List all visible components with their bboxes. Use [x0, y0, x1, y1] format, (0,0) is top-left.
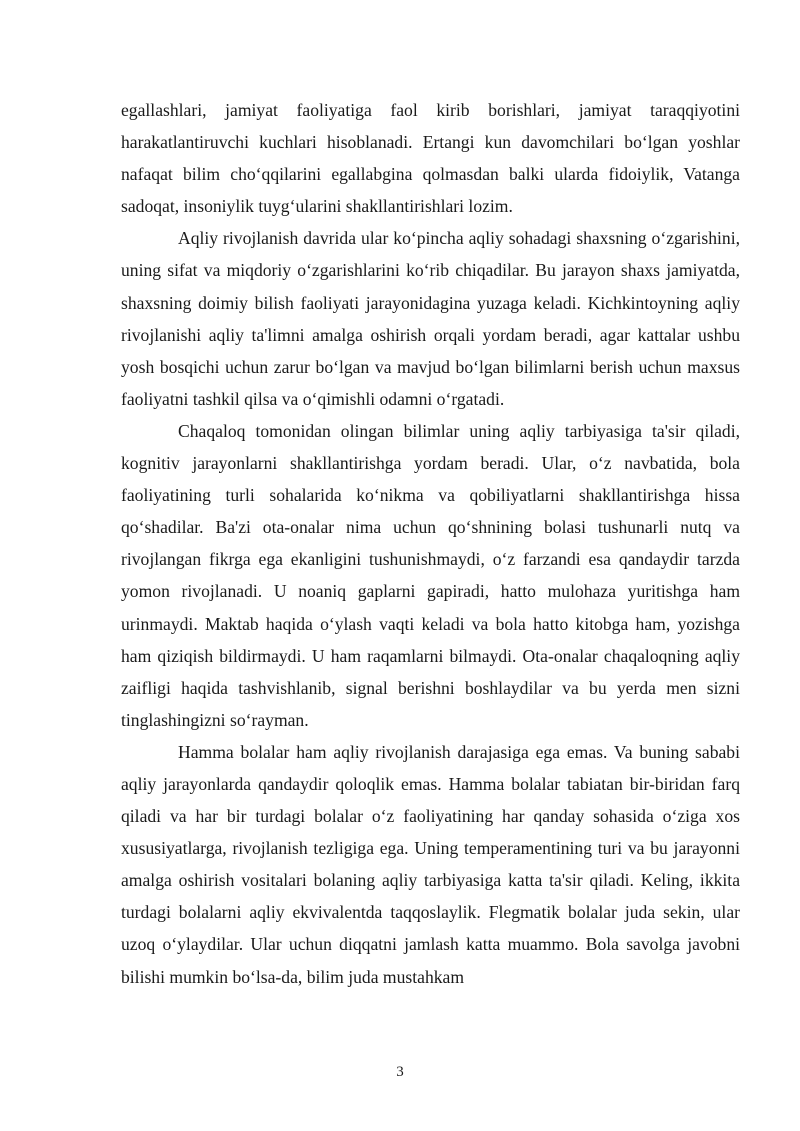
paragraph: Chaqaloq tomonidan olingan bilimlar uning aqliy tarbiyasiga ta'sir qiladi, kognitiv jarayonlarni shakllantirishga yordam beradi. Ular, oʻz navbatida, bola faoliyatining turli sohalarida koʻnikma va qobiliyatlarni shakllantirishga hissa qoʻshadilar. Ba'zi ota-onalar nima uchun qoʻshnining bolasi tushunarli nutq va rivojlangan fikrga ega ekanligini tushunishmaydi, oʻz farzandi esa qandaydir tarzda yomon rivojlanadi. U noaniq gaplarni gapiradi, hatto mulohaza yuritishga ham urinmaydi. Maktab haqida oʻylash vaqti keladi va bola hatto kitobga ham, yozishga ham qiziqish bildirmaydi. U ham raqamlarni bilmaydi. Ota-onalar chaqaloqning aqliy zaifligi haqida tashvishlanib, signal berishni boshlaydilar va bu yerda men sizni tinglashingizni soʻrayman. [121, 420, 740, 730]
text-body [121, 94, 740, 993]
paragraph: Aqliy rivojlanish davrida ular koʻpincha aqliy sohadagi shaxsning oʻzgarishini, uning sifat va miqdoriy oʻzgarishlarini koʻrib chiqadilar. Bu jarayon shaxs jamiyatda, shaxsning doimiy bilish faoliyati jarayonidagina yuzaga keladi. Kichkintoyning aqliy rivojlanishi aqliy ta'limni amalga oshirish orqali yordam beradi, agar kattalar ushbu yosh bosqichi uchun zarur boʻlgan va mavjud boʻlgan bilimlarni berish uchun maxsus faoliyatni tashkil qilsa va oʻqimishli odamni oʻrgatadi. [121, 228, 740, 409]
page-number: 3 [396, 1064, 404, 1080]
paragraph: Hamma bolalar ham aqliy rivojlanish darajasiga ega emas. Va buning sababi aqliy jarayonlarda qandaydir qoloqlik emas. Hamma bolalar tabiatan bir-biridan farq qiladi va har bir turdagi bolalar oʻz faoliyatining har qanday sohasida oʻziga xos xususiyatlarga, rivojlanish tezligiga ega. Uning temperamentining turi va bu jarayonni amalga oshirish vositalari bolaning aqliy tarbiyasiga katta ta'sir qiladi. Keling, ikkita turdagi bolalarni aqliy ekvivalentda taqqoslaylik. Flegmatik bolalar juda sekin, ular uzoq oʻylaydilar. Ular uchun diqqatni jamlash katta muammo. Bola savolga javobni bilishi mumkin boʻlsa-da, bilim juda mustahkam [121, 741, 740, 987]
paragraph-continuation: egallashlari, jamiyat faoliyatiga faol kirib borishlari, jamiyat taraqqiyotini harakatlantiruvchi kuchlari hisoblanadi. Ertangi kun davomchilari boʻlgan yoshlar nafaqat bilim choʻqqilarini egallabgina qolmasdan balki ularda fidoiylik, Vatanga sadoqat, insoniylik tuygʻularini shakllantirishlari lozim. [121, 100, 740, 217]
